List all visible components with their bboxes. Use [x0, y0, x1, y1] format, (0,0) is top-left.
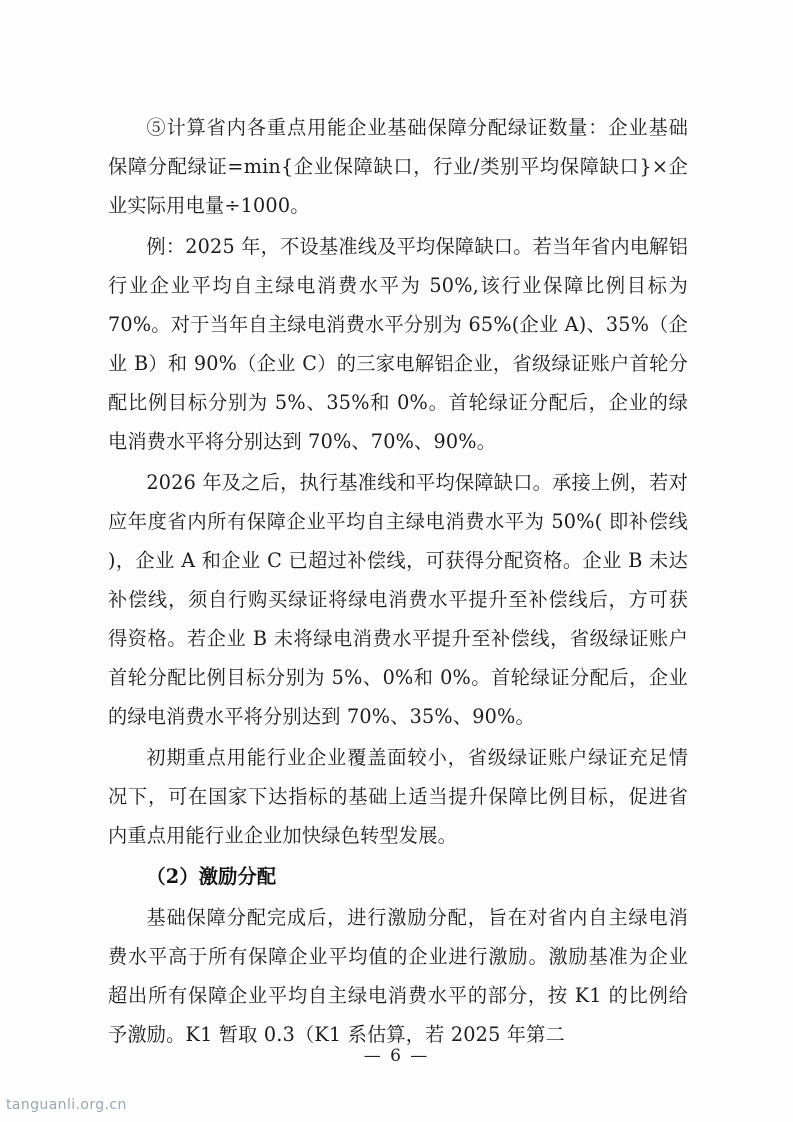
watermark-text: tanguanli.org.cn — [6, 1097, 127, 1113]
paragraph-early-stage-note: 初期重点用能行业企业覆盖面较小，省级绿证账户绿证充足情况下，可在国家下达指标的基础上适当提升保障比例目标，促进省内重点用能行业企业加快绿色转型发展。 — [108, 746, 688, 847]
page-number: — 6 — — [363, 1046, 430, 1066]
document-body — [108, 108, 688, 1056]
paragraph-example-2025: 例：2025 年，不设基准线及平均保障缺口。若当年省内电解铝行业企业平均自主绿电消费水平为 50%,该行业保障比例目标为 70%。对于当年自主绿电消费水平分别为 65%(企业 A)、35%（企业 B）和 90%（企业 C）的三家电解铝企业，省级绿证账户首轮分配比例目标分别为 5%、35%和 0%。首轮绿证分配后，企业的绿电消费水平将分别达到 70%、70%、90%。 — [108, 235, 688, 453]
heading-incentive-allocation: （2）激励分配 — [146, 865, 277, 888]
paragraph-example-2026: 2026 年及之后，执行基准线和平均保障缺口。承接上例，若对应年度省内所有保障企业平均自主绿电消费水平为 50%( 即补偿线 )，企业 A 和企业 C 已超过补偿线，可获得分配资格。企业 B 未达补偿线，须自行购买绿证将绿电消费水平提升至补偿线后，方可获得资格。若企业 B 未将绿电消费水平提升至补偿线，省级绿证账户首轮分配比例目标分别为 5%、0%和 0%。首轮绿证分配后，企业的绿电消费水平将分别达到 70%、35%、90%。 — [108, 471, 688, 728]
paragraph-formula-step5: ⑤计算省内各重点用能企业基础保障分配绿证数量：企业基础保障分配绿证=min{企业保障缺口，行业/类别平均保障缺口}×企业实际用电量÷1000。 — [108, 116, 688, 217]
paragraph-incentive-description: 基础保障分配完成后，进行激励分配，旨在对省内自主绿电消费水平高于所有保障企业平均值的企业进行激励。激励基准为企业超出所有保障企业平均自主绿电消费水平的部分，按 K1 的比例给予激励。K1 暂取 0.3（K1 系估算，若 2025 年第二 — [108, 906, 688, 1046]
